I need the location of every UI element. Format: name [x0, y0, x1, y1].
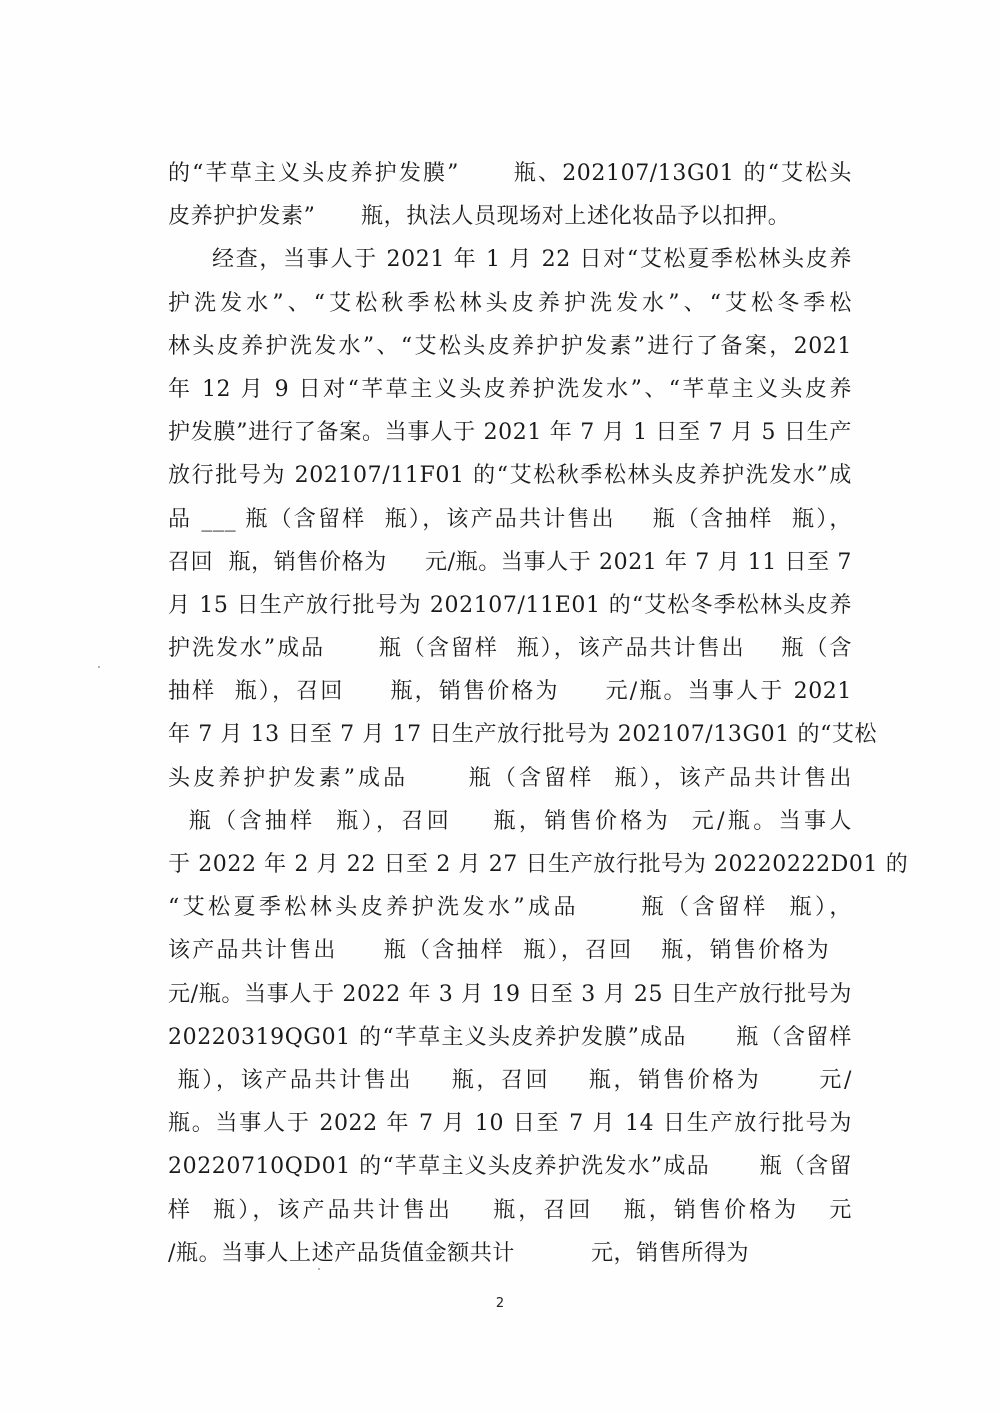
text-line: 的“芊草主义头皮养护发膜” 瓶、202107/13G01 的“艾松头 — [168, 161, 852, 186]
paragraph-start-line: 经查，当事人于 2021 年 1 月 22 日对“艾松夏季松林头皮养 — [212, 247, 852, 273]
text-line: 护洗发水”成品 瓶（含留样 瓶），该产品共计售出 瓶（含 — [168, 636, 852, 662]
text-line: 样 瓶），该产品共计售出 瓶，召回 瓶，销售价格为 元 — [168, 1197, 852, 1223]
text-line: 皮养护护发素” 瓶，执法人员现场对上述化妆品予以扣押。 — [168, 204, 791, 230]
text-line: 护洗发水”、“艾松秋季松林头皮养护洗发水”、“艾松冬季松 — [168, 290, 852, 316]
text-line: 头皮养护护发素”成品 瓶（含留样 瓶），该产品共计售出 — [168, 765, 852, 791]
text-line: 瓶（含抽样 瓶），召回 瓶，销售价格为 元/瓶。当事人 — [168, 808, 852, 834]
text-line: 元/瓶。当事人于 2022 年 3 月 19 日至 3 月 25 日生产放行批号为 — [168, 981, 852, 1007]
text-line: 护发膜”进行了备案。当事人于 2021 年 7 月 1 日至 7 月 5 日生产 — [168, 420, 852, 446]
page-number: 2 — [495, 1296, 505, 1311]
text-line: 于 2022 年 2 月 22 日至 2 月 27 日生产放行批号为 20220222D01 的 — [168, 852, 909, 877]
text-line: 年 7 月 13 日至 7 月 17 日生产放行批号为 202107/13G01 的“艾松 — [168, 722, 878, 748]
text-line: 月 15 日生产放行批号为 202107/11E01 的“艾松冬季松林头皮养 — [168, 592, 852, 618]
text-line: 放行批号为 202107/11F01 的“艾松秋季松林头皮养护洗发水”成 — [168, 463, 852, 489]
text-line: 品 ___ 瓶（含留样 瓶），该产品共计售出 瓶（含抽样 瓶）， — [168, 506, 852, 532]
text-line: 该产品共计售出 瓶（含抽样 瓶），召回 瓶，销售价格为 — [168, 938, 852, 964]
text-line: 年 12 月 9 日对“芊草主义头皮养护洗发水”、“芊草主义头皮养 — [168, 376, 852, 402]
text-line: /瓶。当事人上述产品货值金额共计 元，销售所得为 — [168, 1240, 757, 1266]
document-body-text — [168, 152, 909, 1275]
text-line: 林头皮养护洗发水”、“艾松头皮养护护发素”进行了备案，2021 — [168, 333, 852, 359]
scan-speck — [98, 666, 100, 668]
text-line: 抽样 瓶），召回 瓶，销售价格为 元/瓶。当事人于 2021 — [168, 679, 852, 705]
text-line: “艾松夏季松林头皮养护洗发水”成品 瓶（含留样 瓶）， — [168, 895, 852, 921]
text-line: 瓶。当事人于 2022 年 7 月 10 日至 7 月 14 日生产放行批号为 — [168, 1111, 852, 1137]
text-line: 召回 瓶，销售价格为 元/瓶。当事人于 2021 年 7 月 11 日至 7 — [168, 549, 852, 575]
text-line: 20220710QD01 的“芊草主义头皮养护洗发水”成品 瓶（含留 — [168, 1154, 852, 1180]
scan-speck — [318, 1268, 320, 1270]
text-line: 瓶），该产品共计售出 瓶，召回 瓶，销售价格为 元/ — [168, 1067, 852, 1093]
text-line: 20220319QG01 的“芊草主义头皮养护发膜”成品 瓶（含留样 — [168, 1024, 852, 1050]
